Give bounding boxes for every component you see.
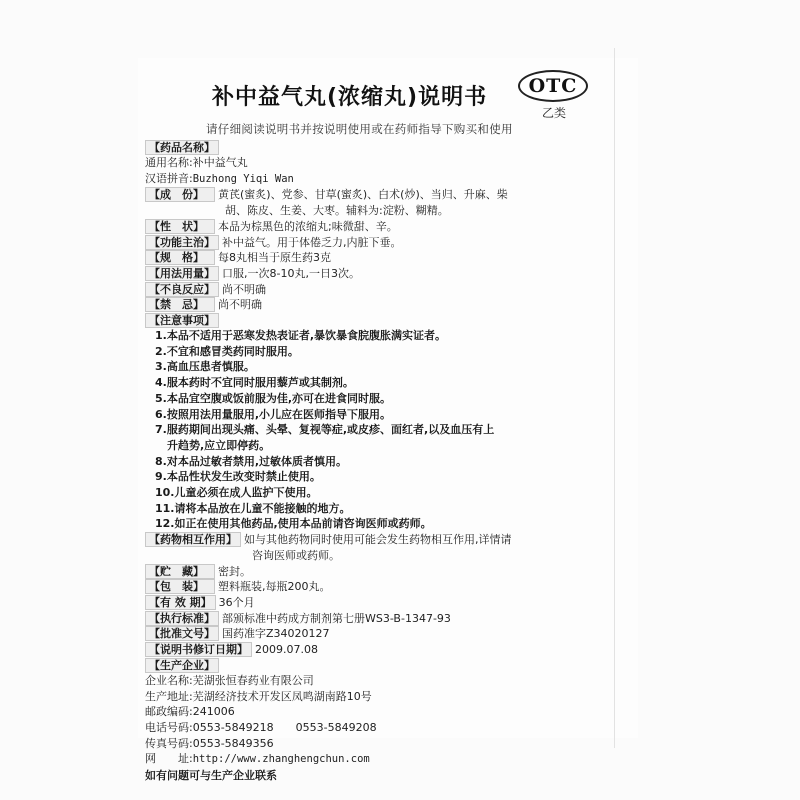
field-label: 汉语拼音: — [145, 171, 193, 185]
field-label: 网 址: — [145, 752, 193, 766]
dosage-value: 口服,一次8-10丸,一日3次。 — [222, 266, 360, 280]
ingredients-row — [145, 187, 615, 203]
precaution-item: 6.按照用法用量服用,小儿应在医师指导下服用。 — [155, 407, 392, 421]
approval-value: 国药准字Z34020127 — [222, 627, 330, 641]
interaction-row — [145, 532, 615, 548]
indications-row — [145, 235, 615, 251]
pinyin-value: Buzhong Yiqi Wan — [192, 172, 294, 185]
spec-value: 每8丸相当于原生药3克 — [218, 251, 331, 265]
leaflet-content — [145, 140, 615, 784]
precaution-item: 1.本品不适用于恶寒发热表证者,暴饮暴食脘腹胀满实证者。 — [155, 329, 447, 343]
section-header: 【禁 忌】 — [145, 297, 215, 312]
address-value: 芜湖经济技术开发区凤鸣湖南路10号 — [192, 689, 372, 703]
ingredients-row-cont — [145, 203, 615, 219]
validity-value: 36个月 — [218, 595, 255, 609]
phone-row — [145, 720, 615, 736]
section-header: 【贮 藏】 — [145, 564, 215, 579]
storage-value: 密封。 — [218, 564, 251, 578]
precaution-item: 11.请将本品放在儿童不能接触的地方。 — [155, 501, 351, 515]
section-header: 【注意事项】 — [145, 313, 219, 328]
company-name-value: 芜湖张恒春药业有限公司 — [192, 673, 314, 687]
pinyin-row — [145, 171, 615, 188]
section-header: 【批准文号】 — [145, 626, 219, 641]
common-name-value: 补中益气丸 — [192, 156, 248, 169]
otc-class-label: 乙类 — [542, 106, 567, 120]
section-header: 【包 装】 — [145, 579, 215, 594]
package-value: 塑料瓶装,每瓶200丸。 — [218, 580, 331, 594]
standard-row — [145, 611, 615, 627]
precaution-item: 4.服本药时不宜同时服用藜芦或其制剂。 — [155, 376, 354, 390]
common-name-row — [145, 155, 615, 171]
field-label: 企业名称: — [145, 673, 193, 687]
field-label: 电话号码: — [145, 720, 193, 734]
precaution-item: 8.对本品过敏者禁用,过敏体质者慎用。 — [155, 454, 348, 468]
fax-row — [145, 736, 615, 752]
ingredients-value: 黄芪(蜜炙)、党参、甘草(蜜炙)、白术(炒)、当归、升麻、柴 — [218, 188, 508, 202]
properties-value: 本品为棕黑色的浓缩丸;味微甜、辛。 — [218, 219, 398, 233]
field-label: 传真号码: — [145, 736, 193, 750]
website-row — [145, 751, 615, 768]
section-header: 【执行标准】 — [145, 611, 219, 626]
precaution-item: 2.不宜和感冒类药同时服用。 — [155, 344, 299, 358]
precaution-item: 5.本品宜空腹或饭前服为佳,亦可在进食同时服。 — [155, 391, 392, 405]
approval-row — [145, 626, 615, 642]
properties-row — [145, 219, 615, 235]
interaction-row-cont — [145, 548, 615, 564]
section-header: 【功能主治】 — [145, 235, 219, 250]
section-header: 【有 效 期】 — [145, 595, 216, 610]
manufacturer-header-row — [145, 658, 615, 673]
adverse-row — [145, 282, 615, 298]
revision-row — [145, 642, 615, 658]
precaution-item: 9.本品性状发生改变时禁止使用。 — [155, 470, 321, 484]
section-header: 【用法用量】 — [145, 266, 219, 281]
usage-notice: 请仔细阅读说明书并按说明使用或在药师指导下购买和使用 — [206, 122, 513, 136]
contact-footer: 如有问题可与生产企业联系 — [145, 769, 277, 783]
dosage-row — [145, 266, 615, 282]
field-label: 邮政编码: — [145, 705, 193, 719]
spec-row — [145, 250, 615, 266]
zip-value: 241006 — [192, 705, 235, 719]
otc-badge: OTC — [518, 70, 588, 102]
fax-value: 0553-5849356 — [192, 736, 274, 750]
section-header: 【成 份】 — [145, 187, 215, 202]
document-title: 补中益气丸(浓缩丸)说明书 — [212, 85, 488, 110]
section-header: 【不良反应】 — [145, 282, 219, 297]
precaution-item: 12.如正在使用其他药品,使用本品前请咨询医师或药师。 — [155, 517, 432, 531]
section-drug-name — [145, 140, 615, 155]
address-row — [145, 689, 615, 705]
precaution-item-cont: 升趋势,应立即停药。 — [167, 438, 271, 452]
ingredients-value: 胡、陈皮、生姜、大枣。辅料为:淀粉、糊精。 — [225, 204, 449, 218]
section-header: 【规 格】 — [145, 250, 215, 265]
precaution-item: 10.儿童必须在成人监护下使用。 — [155, 486, 318, 500]
phone-value: 0553-5849218 0553-5849208 — [192, 720, 377, 734]
section-header: 【生产企业】 — [145, 658, 219, 673]
section-header: 【药物相互作用】 — [145, 532, 241, 547]
package-row — [145, 579, 615, 595]
contra-value: 尚不明确 — [218, 298, 262, 312]
interaction-value: 咨询医师或药师。 — [252, 548, 340, 562]
adverse-value: 尚不明确 — [222, 282, 266, 296]
field-label: 通用名称: — [145, 156, 193, 169]
validity-row — [145, 595, 615, 611]
indications-value: 补中益气。用于体倦乏力,内脏下垂。 — [222, 235, 402, 249]
revision-value: 2009.07.08 — [255, 643, 318, 657]
zip-row — [145, 704, 615, 720]
section-header: 【药品名称】 — [145, 140, 219, 155]
section-header: 【说明书修订日期】 — [145, 642, 252, 657]
storage-row — [145, 564, 615, 580]
standard-value: 部颁标准中药成方制剂第七册WS3-B-1347-93 — [222, 611, 451, 625]
precautions-row — [145, 313, 615, 328]
contra-row — [145, 297, 615, 313]
field-label: 生产地址: — [145, 689, 193, 703]
company-name-row — [145, 673, 615, 689]
website-value: http://www.zhanghengchun.com — [192, 753, 370, 766]
section-header: 【性 状】 — [145, 219, 215, 234]
precaution-item: 7.服药期间出现头痛、头晕、复视等症,或皮疹、面红者,以及血压有上 — [155, 423, 495, 437]
precaution-item: 3.高血压患者慎服。 — [155, 360, 255, 374]
interaction-value: 如与其他药物同时使用可能会发生药物相互作用,详情请 — [244, 533, 512, 547]
